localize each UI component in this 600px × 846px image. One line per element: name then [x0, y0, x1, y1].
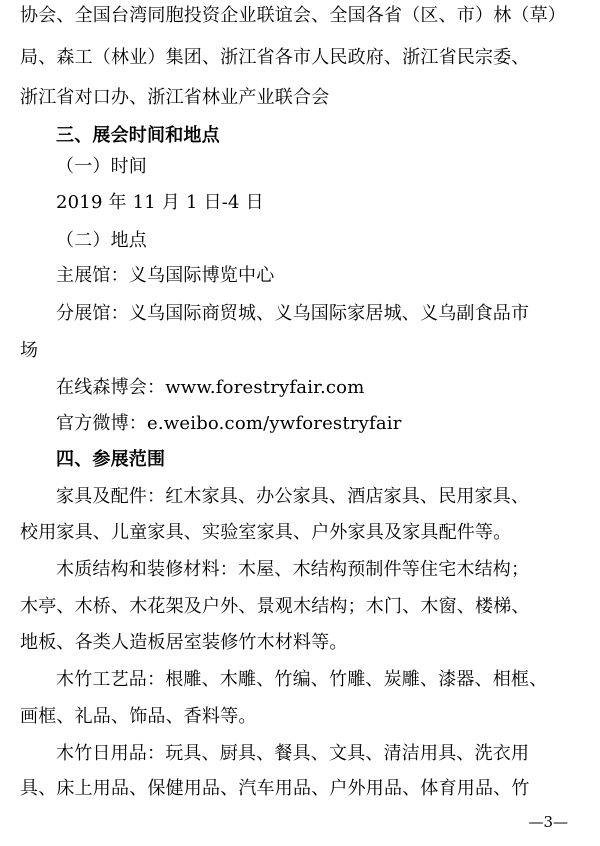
subheading-time: （一）时间	[56, 156, 147, 177]
body-text-line: 局、森工（林业）集团、浙江省各市人民政府、浙江省民宗委、	[20, 47, 530, 68]
main-venue: 主展馆：义乌国际博览中心	[56, 265, 275, 286]
body-text-line: 木亭、木桥、木花架及户外、景观木结构；木门、木窗、楼梯、	[20, 596, 530, 617]
body-text-line: 木竹日用品：玩具、厨具、餐具、文具、清洁用具、洗衣用	[56, 743, 530, 764]
body-text-line: 画框、礼品、饰品、香料等。	[20, 706, 257, 727]
body-text-line: 校用家具、儿童家具、实验室家具、户外家具及家具配件等。	[20, 522, 512, 543]
section-heading-time-place: 三、展会时间和地点	[56, 125, 220, 146]
sub-venues: 分展馆：义乌国际商贸城、义乌国际家居城、义乌副食品市	[56, 303, 530, 324]
body-text-line: 地板、各类人造板居室装修竹木材料等。	[20, 632, 348, 653]
online-fair-url: 在线森博会：www.forestryfair.com	[56, 377, 365, 398]
body-text-line: 浙江省对口办、浙江省林业产业联合会	[20, 87, 330, 108]
body-text-line: 家具及配件：红木家具、办公家具、酒店家具、民用家具、	[56, 486, 530, 507]
subheading-place: （二）地点	[56, 230, 147, 251]
event-dates: 2019 年 11 月 1 日-4 日	[56, 192, 264, 213]
section-heading-exhibit-scope: 四、参展范围	[56, 449, 166, 470]
body-text-line: 协会、全国台湾同胞投资企业联谊会、全国各省（区、市）林（草）	[20, 5, 566, 26]
body-text-line: 具、床上用品、保健用品、汽车用品、户外用品、体育用品、竹	[20, 778, 530, 799]
body-text-line: 木竹工艺品：根雕、木雕、竹编、竹雕、炭雕、漆器、相框、	[56, 669, 548, 690]
body-text-line: 场	[20, 340, 39, 361]
page-number: —3—	[528, 813, 568, 831]
body-text-line: 木质结构和装修材料：木屋、木结构预制件等住宅木结构；	[56, 559, 530, 580]
official-weibo: 官方微博：e.weibo.com/ywforestryfair	[56, 413, 402, 434]
